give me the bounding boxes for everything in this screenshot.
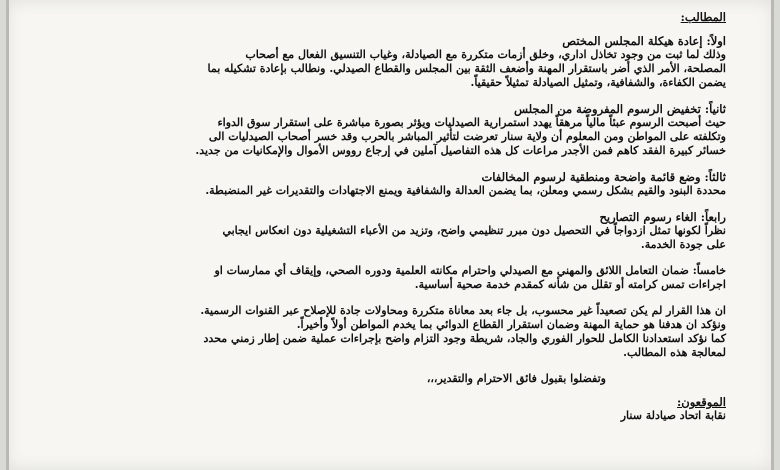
document-title: المطالب:	[680, 10, 726, 24]
demand-section	[46, 210, 726, 252]
section-line: خسائر كبيرة الفقد كاهم فمن الأجدر مراعات كل هذه التفاصيل آملين في إرجاع رووس الأموال والإمكانيات من جديد.	[195, 144, 726, 157]
signer-name: نقابة اتحاد صيادلة سنار	[620, 409, 726, 422]
demand-section	[46, 264, 726, 292]
section-line: ونؤكد ان هدفنا هو حماية المهنة وضمان استقرار القطاع الدوائي بما يخدم المواطن أولاً وأخيراً.	[296, 318, 726, 331]
section-line: على جودة الخدمة.	[640, 238, 726, 251]
section-line: وذلك لما ثبت من وجود تخاذل اداري، وخلق أزمات متكررة مع الصيادلة، وغياب التنسيق الفعال مع أصحاب	[245, 48, 726, 61]
section-line: ان هذا القرار لم يكن تصعيداً غير محسوب، بل جاء بعد معاناة متكررة ومحاولات جادة للإصلاح عبر القنوات الرسمية.	[200, 304, 726, 317]
section-line: وتكلفته على المواطن ومن المعلوم أن ولاية سنار تعرضت لتأثير المباشر بالحرب وقد خسر أصحاب الصيدليات الى	[208, 130, 726, 143]
section-line: اجراءات تمس كرامته أو تقلل من شأنه كمقدم خدمة صحية أساسية.	[414, 278, 726, 291]
section-line: لمعالجة هذه المطالب.	[623, 346, 726, 359]
scan-edge-right	[771, 0, 774, 470]
demand-section	[46, 170, 726, 198]
section-line: نظراً لكونها تمثل ازدواجاً في التحصيل دون مبرر تنظيمي واضح، وتزيد من الأعباء التشغيلية دون انعكاس ايجابي	[222, 224, 726, 237]
document-page	[6, 0, 774, 470]
section-heading: ثالثاً: وضع قائمة واضحة ومنطقية لرسوم المخالفات	[481, 170, 726, 184]
demand-section	[46, 304, 726, 360]
section-line: يضمن الكفاءة، والشفافية، وتمثيل الصيادلة تمثيلاً حقيقياً.	[470, 76, 726, 89]
section-line: المصلحة، الأمر الذي أضر باستقرار المهنة وأضعف الثقة بين المجلس والقطاع الصيدلي. ونطالب بإعادة تشكيله بما	[207, 62, 726, 75]
closing-line: وتفضلوا بقبول فائق الاحترام والتقدير،،،	[426, 372, 606, 385]
scan-edge-left	[6, 0, 9, 470]
demands-list	[46, 34, 726, 360]
section-heading: رابعاً: الغاء رسوم التصاريح	[599, 210, 726, 224]
signers-list	[46, 409, 726, 423]
demand-section	[46, 102, 726, 158]
section-line: كما نؤكد استعدادنا الكامل للحوار الفوري والجاد، شريطة وجود التزام واضح بإجراءات عملية ضمن إطار زمني محدد	[203, 332, 726, 345]
section-line: حيث أصبحت الرسوم عبئاً مالياً مرهقاً يهدد استمرارية الصيدليات ويؤثر بصورة مباشرة على استقرار سوق الدواء	[217, 116, 726, 129]
signers-label: الموقعون:	[677, 395, 726, 409]
section-heading: اولاً: إعادة هيكلة المجلس المختص	[562, 34, 726, 48]
document-body	[46, 10, 726, 470]
section-line: خامساً: ضمان التعامل اللائق والمهني مع الصيدلي واحترام مكانته العلمية ودوره الصحي، وإيقاف أي ممارسات او	[214, 264, 726, 277]
section-line: محددة البنود والقيم بشكل رسمي ومعلن، بما يضمن العدالة والشفافية ويمنع الاجتهادات والتقديرات غير المنضبطة.	[205, 184, 726, 197]
section-heading: ثانياً: تخفيض الرسوم المفروضة من المجلس	[513, 102, 726, 116]
demand-section	[46, 34, 726, 90]
